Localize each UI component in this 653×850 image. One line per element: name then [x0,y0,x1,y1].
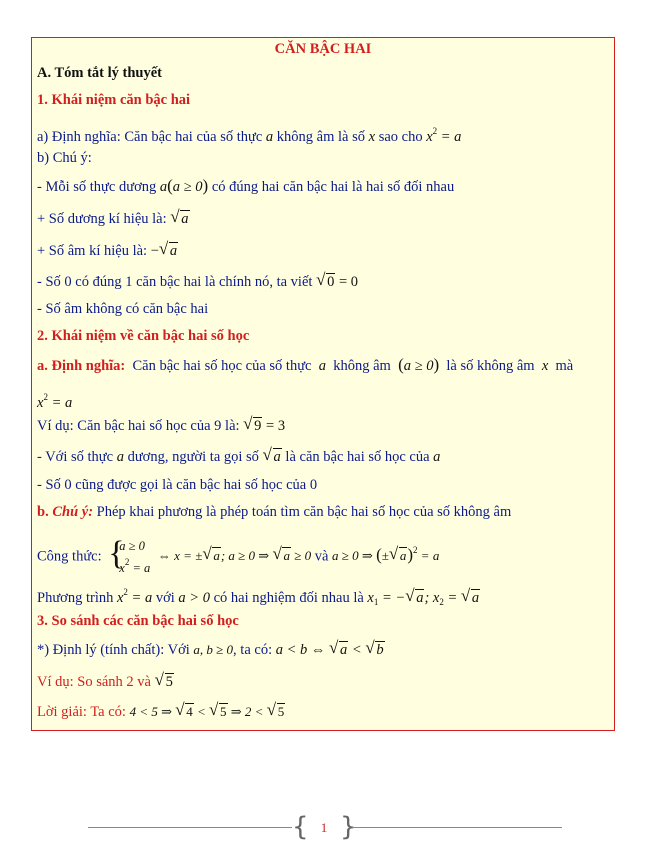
right-brace-icon: } [340,812,357,842]
zero-root-line: - Số 0 có đúng 1 căn bậc hai là chính nó, ta viết √ 0 = 0 [37,273,358,291]
positive-number-line: - Mỗi số thực dương a(a ≥ 0) có đúng hai căn bậc hai là hai số đối nhau [37,176,455,195]
arithmetic-root-definition: a. Định nghĩa: Căn bậc hai số học của số thực a không âm (a ≥ 0) là số không âm x mà [37,355,574,374]
solution-line: Lời giải: Ta có: 4 < 5 ⇒ √ 4 < √ 5 ⇒ 2 < √ 5 [37,703,285,721]
page-footer [0,812,653,842]
page-title: CĂN BẬC HAI [274,41,372,57]
section-a-heading: A. Tóm tắt lý thuyết [37,65,162,81]
zero-arithmetic-line: - Số 0 cũng được gọi là căn bậc hai số học của 0 [37,477,318,493]
negative-no-root-line: - Số âm không có căn bậc hai [37,301,209,317]
negative-root-line: + Số âm kí hiệu là: −√ a [37,242,178,260]
page-number: 1 [320,820,328,835]
definition-equation: $x^2 = a$ [37,392,73,411]
positive-real-line: - Với số thực a dương, người ta gọi số √ a là căn bậc hai số học của a [37,448,440,466]
section-1-heading: 1. Khái niệm căn bậc hai [37,92,191,108]
left-brace-icon: { [292,812,309,842]
note-b-line: b. Chú ý: Phép khai phương là phép toán tìm căn bậc hai số học của số không âm [37,504,512,520]
formula-line: Công thức: { a ≥ 0 $x^2 = a$ ⇔ x = ±√ a; a ≥ 0 ⇒ √ a ≥ 0 và a ≥ 0 ⇒ (±√ a)$^2$ = a [37,538,439,576]
section-3-heading: 3. So sánh các căn bậc hai số học [37,613,239,629]
theorem-line: *) Định lý (tính chất): Với a, b ≥ 0, ta có: a < b ⇔ √ a < √ b [37,641,385,659]
footer-rule-right [352,827,562,828]
section-2-heading: 2. Khái niệm về căn bậc hai số học [37,328,250,344]
note-line: b) Chú ý: [37,150,92,166]
example-2-line: Ví dụ: So sánh 2 và √ 5 [37,673,174,691]
example-1-line: Ví dụ: Căn bậc hai số học của 9 là: √ 9 = 3 [37,417,285,435]
content-box [31,37,615,731]
footer-rule-left [88,827,292,828]
equation-line: Phương trình $x^2 = a$ với a > 0 có hai nghiệm đối nhau là $x_1$ = −√ a; $x_2$ = √ a [37,583,480,611]
definition-line: a) Định nghĩa: Căn bậc hai của số thực a không âm là số x sao cho $x^2 = a$ [37,126,462,145]
positive-root-line: + Số dương kí hiệu là: √ a [37,210,190,228]
